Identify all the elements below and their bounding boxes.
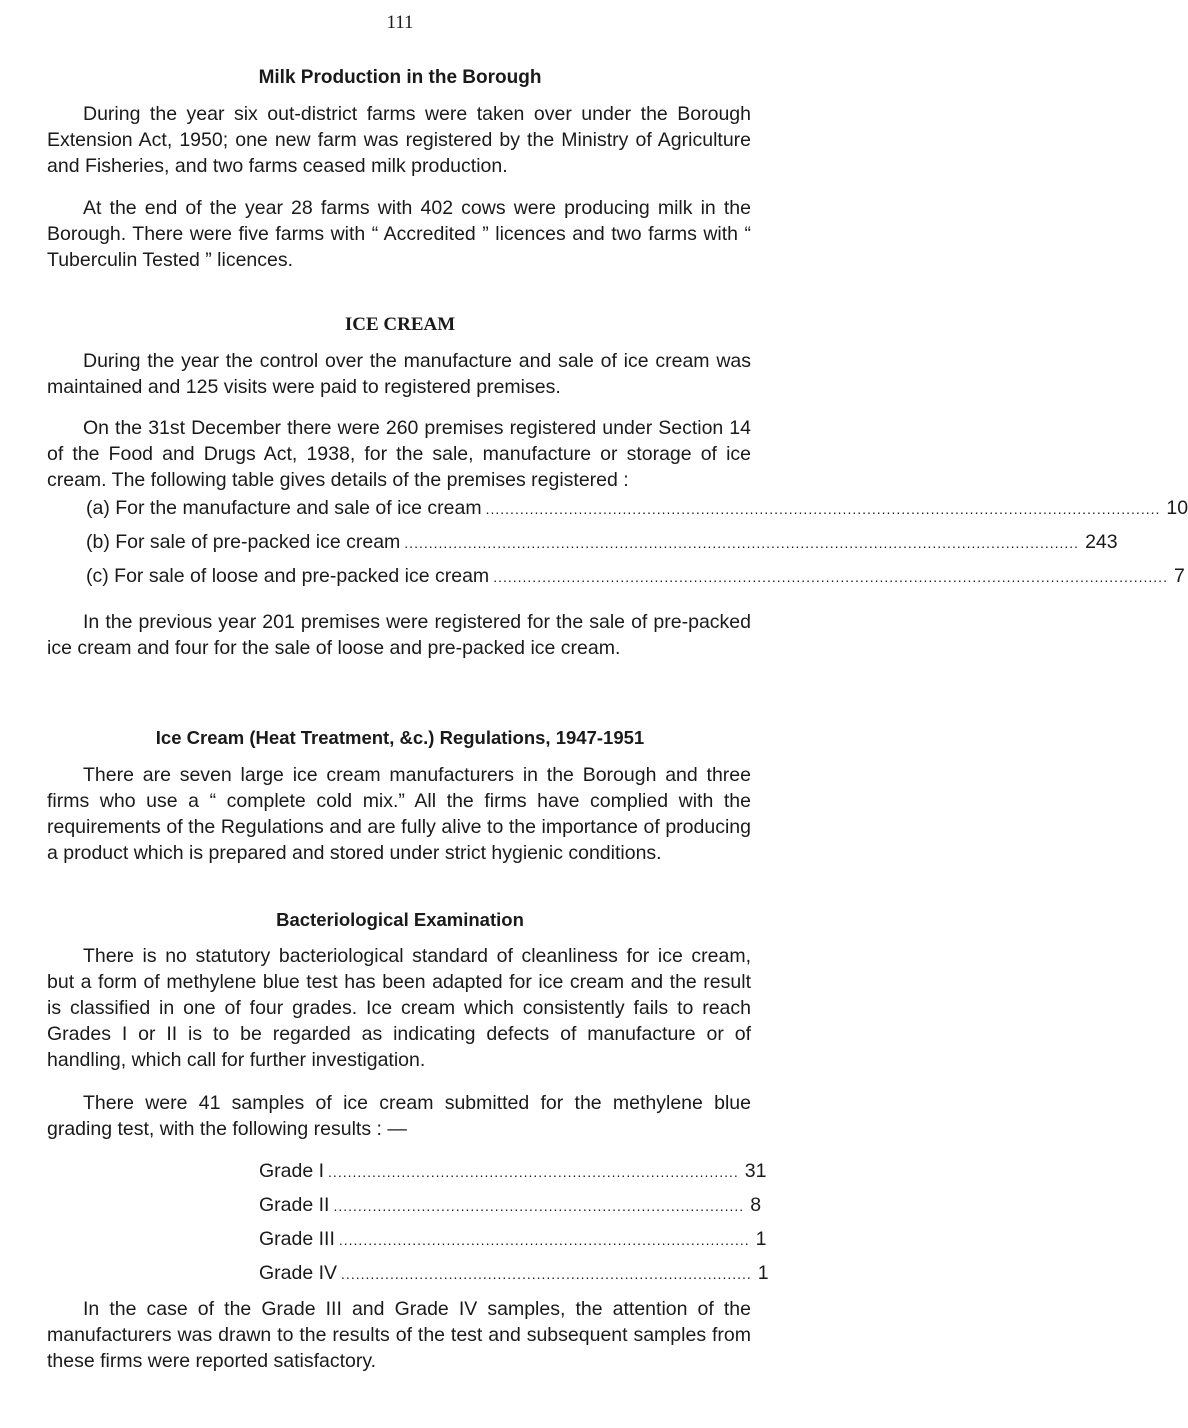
ice-cream-paragraph-2: On the 31st December there were 260 premises registered under Section 14 of the Food and Drugs Act, 1938, for the sale, manufacture or storage of ice cream. The following table gives details of the premises registered : [47,417,751,491]
grade-count: 1 [757,1262,769,1284]
regulations-paragraph: There are seven large ice cream manufacturers in the Borough and three firms who use a “ complete cold mix.” All the firms have complied with the requirements of the Regulations and are fully alive to the importance of producing a product which is prepared and stored under strict hygienic conditions. [47,764,751,864]
page-number: 111 [386,12,414,33]
grade-label: Grade II [259,1194,330,1216]
dot-leader: .......................................................................................................................................... [404,535,1080,551]
dot-leader: .................................................................................... [333,1198,745,1214]
grade-label: Grade I [259,1160,325,1182]
grade-label: Grade III [259,1228,335,1250]
premises-row [86,495,1188,522]
milk-paragraph-1: During the year six out-district farms were taken over under the Borough Extension Act, 1950; one new farm was registered by the Ministry of Agriculture and Fisheries, and two farms ceased milk production. [47,103,751,177]
grade-count: 8 [750,1194,762,1216]
regulations-heading: Ice Cream (Heat Treatment, &c.) Regulations, 1947-1951 [155,727,645,748]
premises-count: 243 [1085,531,1118,553]
grade-count: 1 [755,1228,767,1250]
milk-production-heading: Milk Production in the Borough [258,67,542,88]
ice-cream-paragraph-3: In the previous year 201 premises were registered for the sale of pre-packed ice cream and four for the sale of loose and pre-packed ice cream. [47,611,751,659]
premises-label: (a) For the manufacture and sale of ice cream [86,497,482,519]
bacteriological-paragraph-3: In the case of the Grade III and Grade IV samples, the attention of the manufacturers was drawn to the results of the test and subsequent samples from these firms were reported satisfactory. [47,1298,751,1372]
milk-paragraph-2: At the end of the year 28 farms with 402 cows were producing milk in the Borough. There were five farms with “ Accredited ” licences and two farms with “ Tuberculin Tested ” licences. [47,197,751,271]
dot-leader: .................................................................................... [341,1266,752,1282]
dot-leader: .................................................................................... [338,1232,750,1248]
dot-leader: .......................................................................................................................................... [485,501,1161,517]
premises-row [86,563,1185,590]
grade-row [259,1226,767,1253]
ice-cream-heading: ICE CREAM [344,314,456,335]
grade-row [259,1158,767,1185]
grade-count: 31 [744,1160,767,1182]
dot-leader: .................................................................................... [328,1164,739,1180]
grade-row [259,1192,762,1219]
premises-count: 7 [1173,565,1185,587]
premises-count: 10 [1166,497,1188,519]
bacteriological-paragraph-2: There were 41 samples of ice cream submitted for the methylene blue grading test, with the following results : — [47,1092,751,1140]
ice-cream-paragraph-1: During the year the control over the manufacture and sale of ice cream was maintained and 125 visits were paid to registered premises. [47,350,751,398]
bacteriological-paragraph-1: There is no statutory bacteriological standard of cleanliness for ice cream, but a form of methylene blue test has been adapted for ice cream and the result is classified in one of four grades. Ice cream which consistently fails to reach Grades I or II is to be regarded as indicating defects of manufacture or of handling, which call for further investigation. [47,945,751,1071]
premises-row [86,529,1118,556]
grade-row [259,1260,769,1287]
grade-label: Grade IV [259,1262,338,1284]
bacteriological-heading: Bacteriological Examination [276,909,524,930]
dot-leader: .......................................................................................................................................... [493,569,1168,585]
premises-label: (b) For sale of pre-packed ice cream [86,531,401,553]
premises-label: (c) For sale of loose and pre-packed ice cream [86,565,490,587]
